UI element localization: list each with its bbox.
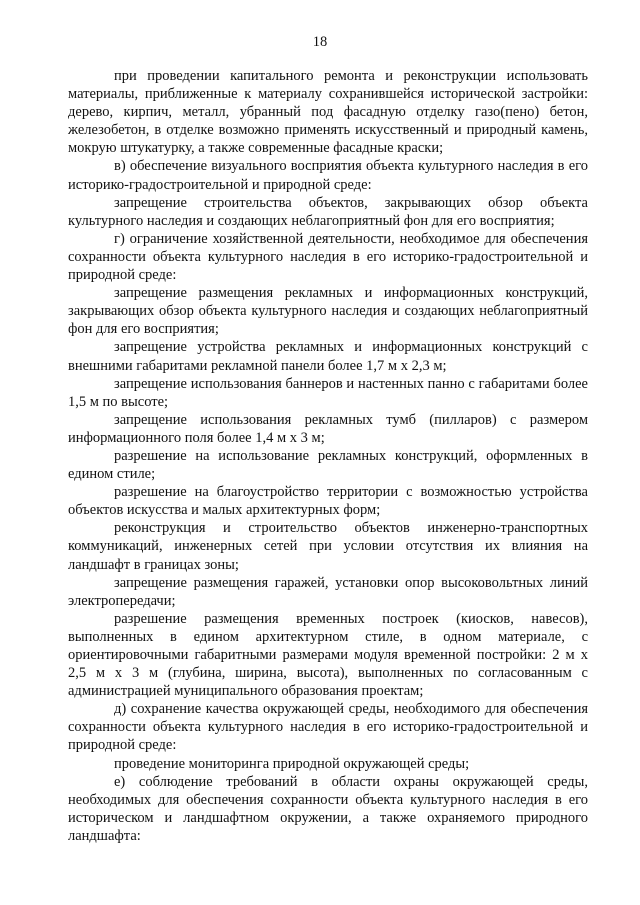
paragraph-item-g: г) ограничение хозяйственной деятельности, необходимое для обеспечения сохранности объекта культурного наследия в его историко-градостроительной и природной среде: (68, 230, 588, 284)
page-number: 18 (312, 34, 328, 50)
paragraph-landscaping: разрешение на благоустройство территории с возможностью устройства объектов искусства и малых архитектурных форм; (68, 484, 588, 519)
paragraph-item-d: д) сохранение качества окружающей среды, необходимого для обеспечения сохранности объекта культурного наследия в его историко-градостроительной и природной среде: (68, 701, 588, 754)
paragraph-item-v: в) обеспечение визуального восприятия объекта культурного наследия в его историко-градостроительной и природной среде: (68, 158, 588, 193)
paragraph-pillars: запрещение использования рекламных тумб (пилларов) с размером информационного поля более 1,4 м х 3 м; (68, 411, 588, 446)
paragraph-temporary-buildings: разрешение размещения временных построек (киосков, навесов), выполненных в едином архитектурном стиле, в одном материале, с ориентировочными габаритными размерами модуля временной постройки: 2 м х 2,5 м х 3 м (глубина, ширина, высота), выполненных по согласованным с администрацией муниципального образования проектам; (68, 610, 588, 700)
paragraph-ad-panel-size: запрещение устройства рекламных и информационных конструкций с внешними габаритами рекламной панели более 1,7 м х 2,3 м; (68, 339, 588, 374)
paragraph-unified-style-ads: разрешение на использование рекламных конструкций, оформленных в едином стиле; (68, 447, 588, 483)
paragraph-engineering-networks: реконструкция и строительство объектов инженерно-транспортных коммуникаций, инженерных сетей при условии отсутствия их влияния на ландшафт в границах зоны; (68, 520, 588, 573)
paragraph-monitoring: проведение мониторинга природной окружающей среды; (114, 755, 470, 772)
paragraph-materials: при проведении капитального ремонта и реконструкции использовать материалы, приближенные к материалу сохранившейся исторической застройки: дерево, кирпич, металл, убранный под фасадную отделку газо(пено) бетон, железобетон, в отделке возможно применять искусственный и природный камень, мокрую штукатурку, а также современные фасадные краски; (68, 68, 588, 157)
paragraph-banners: запрещение использования баннеров и настенных панно с габаритами более 1,5 м по высоте; (68, 375, 588, 410)
paragraph-garages-ban: запрещение размещения гаражей, установки опор высоковольтных линий электропередачи; (68, 574, 588, 609)
paragraph-item-e: е) соблюдение требований в области охраны окружающей среды, необходимых для обеспечения сохранности объекта культурного наследия в его историческом и ландшафтном окружении, а также охраняемого природного ландшафта: (68, 773, 588, 844)
document-body (68, 67, 588, 845)
paragraph-ad-structures-ban: запрещение размещения рекламных и информационных конструкций, закрывающих обзор объекта культурного наследия и создающих неблагоприятный фон для его восприятия; (68, 285, 588, 338)
paragraph-construction-ban: запрещение строительства объектов, закрывающих обзор объекта культурного наследия и создающих неблагоприятный фон для его восприятия; (68, 194, 588, 229)
